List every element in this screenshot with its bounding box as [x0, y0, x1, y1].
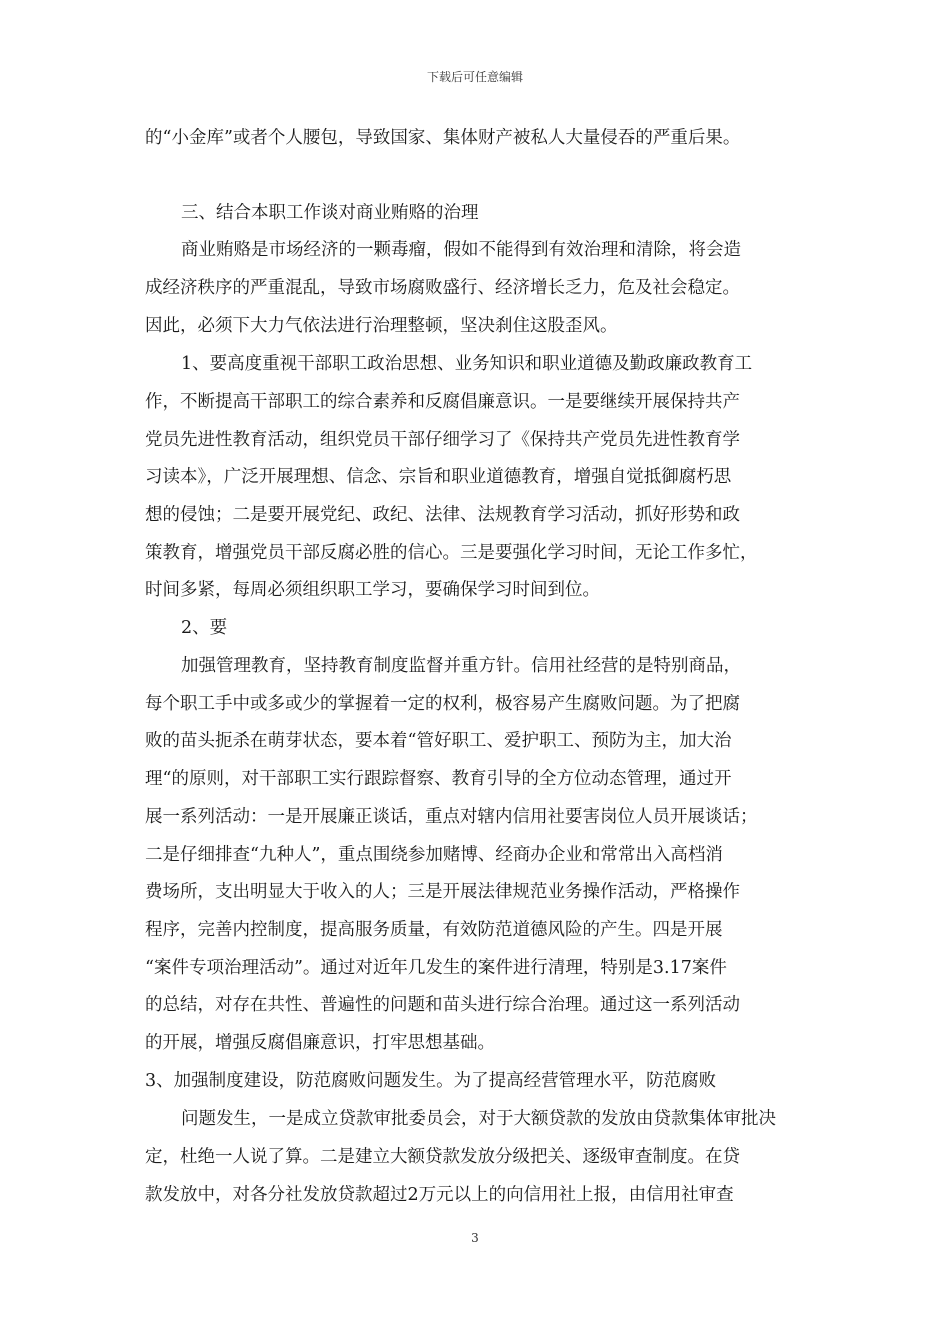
text-line: 每个职工手中或多或少的掌握着一定的权利，极容易产生腐败问题。为了把腐: [145, 694, 740, 714]
page-header: 下载后可任意编辑: [426, 70, 523, 84]
text-line: 作，不断提高干部职工的综合素养和反腐倡廉意识。一是要继续开展保持共产: [145, 392, 740, 412]
text-line: 的开展，增强反腐倡廉意识，打牢思想基础。: [145, 1033, 495, 1053]
text-line: 1、要高度重视干部职工政治思想、业务知识和职业道德及勤政廉政教育工: [181, 354, 753, 374]
text-line: 败的苗头扼杀在萌芽状态，要本着“管好职工、爱护职工、预防为主，加大治: [145, 731, 732, 751]
text-line: 商业贿赂是市场经济的一颗毒瘤，假如不能得到有效治理和清除，将会造: [181, 240, 741, 260]
text-line: 2、要: [181, 618, 228, 638]
text-line: “案件专项治理活动”。通过对近年几发生的案件进行清理，特别是3.17案件: [145, 958, 727, 978]
text-line: 款发放中，对各分社发放贷款超过2万元以上的向信用社上报，由信用社审查: [145, 1185, 734, 1205]
text-line: 的总结，对存在共性、普遍性的问题和苗头进行综合治理。通过这一系列活动: [145, 995, 740, 1015]
text-line: 成经济秩序的严重混乱，导致市场腐败盛行、经济增长乏力，危及社会稳定。: [145, 278, 740, 298]
text-line: 习读本》，广泛开展理想、信念、宗旨和职业道德教育，增强自觉抵御腐朽思: [145, 467, 732, 487]
text-line: 二是仔细排查“九种人”，重点围绕参加赌博、经商办企业和常常出入高档消: [145, 845, 723, 865]
text-line: 费场所，支出明显大于收入的人；三是开展法律规范业务操作活动，严格操作: [145, 882, 740, 902]
text-line: 策教育，增强党员干部反腐必胜的信心。三是要强化学习时间，无论工作多忙，: [145, 543, 758, 563]
text-line: 加强管理教育，坚持教育制度监督并重方针。信用社经营的是特别商品，: [181, 656, 741, 676]
text-line: 党员先进性教育活动，组织党员干部仔细学习了《保持共产党员先进性教育学: [145, 430, 740, 450]
text-line: 问题发生，一是成立贷款审批委员会，对于大额贷款的发放由贷款集体审批决: [181, 1109, 776, 1129]
text-line: 时间多紧，每周必须组织职工学习，要确保学习时间到位。: [145, 580, 600, 600]
text-line: 程序，完善内控制度，提高服务质量，有效防范道德风险的产生。四是开展: [145, 920, 723, 940]
text-line: 想的侵蚀；二是要开展党纪、政纪、法律、法规教育学习活动，抓好形势和政: [145, 505, 740, 525]
text-line: 展一系列活动：一是开展廉正谈话，重点对辖内信用社要害岗位人员开展谈话；: [145, 807, 758, 827]
section-heading: 三、结合本职工作谈对商业贿赂的治理: [181, 203, 479, 223]
text-line: 理“的原则，对干部职工实行跟踪督察、教育引导的全方位动态管理，通过开: [145, 769, 732, 789]
text-line: 3、加强制度建设，防范腐败问题发生。为了提高经营管理水平，防范腐败: [145, 1071, 717, 1091]
text-line: 定，杜绝一人说了算。二是建立大额贷款发放分级把关、逐级审查制度。在贷: [145, 1147, 740, 1167]
text-line: 因此，必须下大力气依法进行治理整顿，坚决刹住这股歪风。: [145, 316, 618, 336]
text-line: 的“小金库”或者个人腰包，导致国家、集体财产被私人大量侵吞的严重后果。: [145, 128, 741, 148]
page-number: 3: [471, 1231, 479, 1245]
